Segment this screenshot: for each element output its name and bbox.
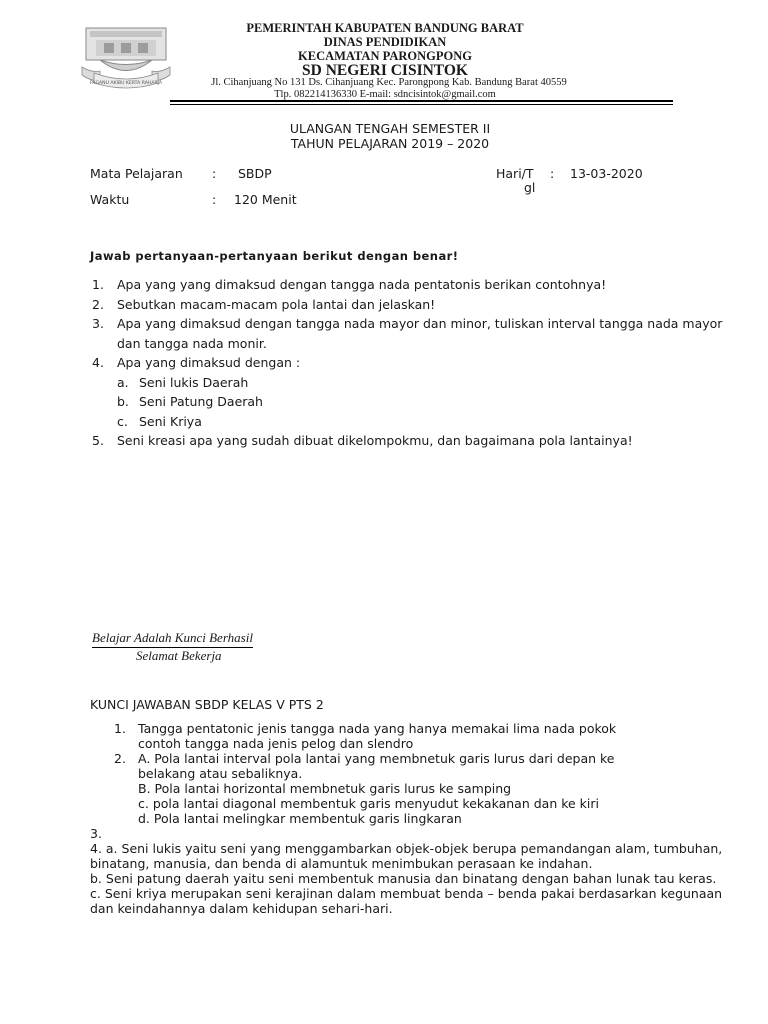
- header-department: DINAS PENDIDIKAN: [323, 35, 447, 49]
- question-list: [92, 275, 732, 451]
- subject-label: Mata Pelajaran: [90, 166, 183, 181]
- question-number: 5.: [92, 433, 104, 448]
- answer-line: A. Pola lantai interval pola lantai yang membnetuk garis lurus dari depan ke: [138, 751, 615, 766]
- logo-banner-text: PAGANU AKIBU KERTA RAHARJA: [89, 81, 163, 86]
- answer-number: 2.: [114, 751, 126, 766]
- letterhead-rule-thick: [170, 100, 673, 102]
- question-text: Apa yang dimaksud dengan :: [117, 355, 301, 370]
- header-government: PEMERINTAH KABUPATEN BANDUNG BARAT: [246, 21, 524, 35]
- header-contact: Tlp. 082214136330 E-mail: sdncisintok@gmail.com: [274, 89, 496, 100]
- date-label: Hari/T: [496, 166, 534, 181]
- sub-question-item: [117, 392, 732, 412]
- answer-item: [114, 751, 714, 826]
- motto-closing: Selamat Bekerja: [136, 648, 222, 663]
- exam-title: ULANGAN TENGAH SEMESTER II: [289, 121, 491, 136]
- motto-line: Belajar Adalah Kunci Berhasil: [92, 630, 253, 648]
- answer-line: c. pola lantai diagonal membentuk garis menyudut kekakanan dan ke kiri: [138, 796, 599, 811]
- answer-line: contoh tangga nada jenis pelog dan slendro: [138, 736, 414, 751]
- answer-paragraph: c. Seni kriya merupakan seni kerajinan dalam membuat benda – benda pakai berdasarkan kegunaan dan keindahannya dalam kehidupan sehari-hari.: [90, 886, 723, 916]
- question-text: Apa yang dimaksud dengan tangga nada mayor dan minor, tuliskan interval tangga nada mayor dan tangga nada monir.: [117, 316, 723, 351]
- header-school-name: SD NEGERI CISINTOK: [302, 62, 468, 79]
- subject-separator: :: [212, 166, 217, 181]
- question-number: 1.: [92, 277, 104, 292]
- answer-line: B. Pola lantai horizontal membnetuk garis lurus ke samping: [138, 781, 512, 796]
- answer-paragraphs: [90, 826, 730, 916]
- answer-line: belakang atau sebaliknya.: [138, 766, 303, 781]
- letterhead-rule-thin: [170, 104, 673, 105]
- time-value: 120 Menit: [234, 192, 297, 207]
- question-item: [92, 314, 732, 353]
- date-label-wrap: gl: [524, 180, 536, 195]
- question-item: [92, 353, 732, 431]
- answer-list: [114, 721, 714, 826]
- sub-question-text: Seni lukis Daerah: [139, 374, 249, 390]
- sub-question-mark: b.: [117, 394, 129, 409]
- question-text: Sebutkan macam-macam pola lantai dan jelaskan!: [117, 296, 436, 312]
- sub-question-mark: c.: [117, 413, 128, 429]
- sub-question-mark: a.: [117, 374, 129, 390]
- time-label: Waktu: [90, 192, 130, 207]
- answer-paragraph: 3.: [90, 826, 102, 841]
- sub-question-item: [117, 373, 732, 393]
- sub-question-list: [117, 373, 732, 432]
- sub-question-text: Seni Kriya: [139, 413, 202, 429]
- time-separator: :: [212, 192, 217, 207]
- sub-question-item: [117, 412, 732, 432]
- answer-line: Tangga pentatonic jenis tangga nada yang hanya memakai lima nada pokok: [138, 721, 617, 736]
- header-district: KECAMATAN PARONGPONG: [298, 49, 472, 63]
- question-number: 4.: [92, 355, 104, 370]
- answer-number: 1.: [114, 721, 126, 736]
- answer-item: [114, 721, 714, 751]
- subject-value: SBDP: [238, 166, 272, 181]
- question-item: [92, 431, 732, 451]
- date-value: 13-03-2020: [570, 166, 643, 181]
- header-address: Jl. Cihanjuang No 131 Ds. Cihanjuang Kec. Parongpong Kab. Bandung Barat 40559: [211, 77, 567, 88]
- question-text: Apa yang yang dimaksud dengan tangga nada pentatonis berikan contohnya!: [117, 277, 607, 292]
- answer-paragraph: 4. a. Seni lukis yaitu seni yang menggambarkan objek-objek berupa pemandangan alam, tumbuhan, binatang, manusia, dan benda di alamuntuk menimbukan perasaan ke indahan.: [90, 841, 723, 871]
- question-item: [92, 295, 732, 315]
- answer-paragraph: b. Seni patung daerah yaitu seni membentuk manusia dan binatang dengan bahan lunak tau keras.: [90, 871, 717, 886]
- question-text: Seni kreasi apa yang sudah dibuat dikelompokmu, dan bagaimana pola lantainya!: [117, 433, 633, 448]
- answer-line: d. Pola lantai melingkar membentuk garis lingkaran: [138, 811, 462, 826]
- answer-key-title: KUNCI JAWABAN SBDP KELAS V PTS 2: [90, 697, 324, 712]
- question-number: 3.: [92, 316, 104, 331]
- question-number: 2.: [92, 296, 104, 312]
- sub-question-text: Seni Patung Daerah: [139, 394, 263, 409]
- question-item: [92, 275, 732, 295]
- exam-year: TAHUN PELAJARAN 2019 – 2020: [290, 136, 490, 151]
- instructions: Jawab pertanyaan-pertanyaan berikut dengan benar!: [90, 249, 459, 263]
- date-separator: :: [550, 166, 555, 181]
